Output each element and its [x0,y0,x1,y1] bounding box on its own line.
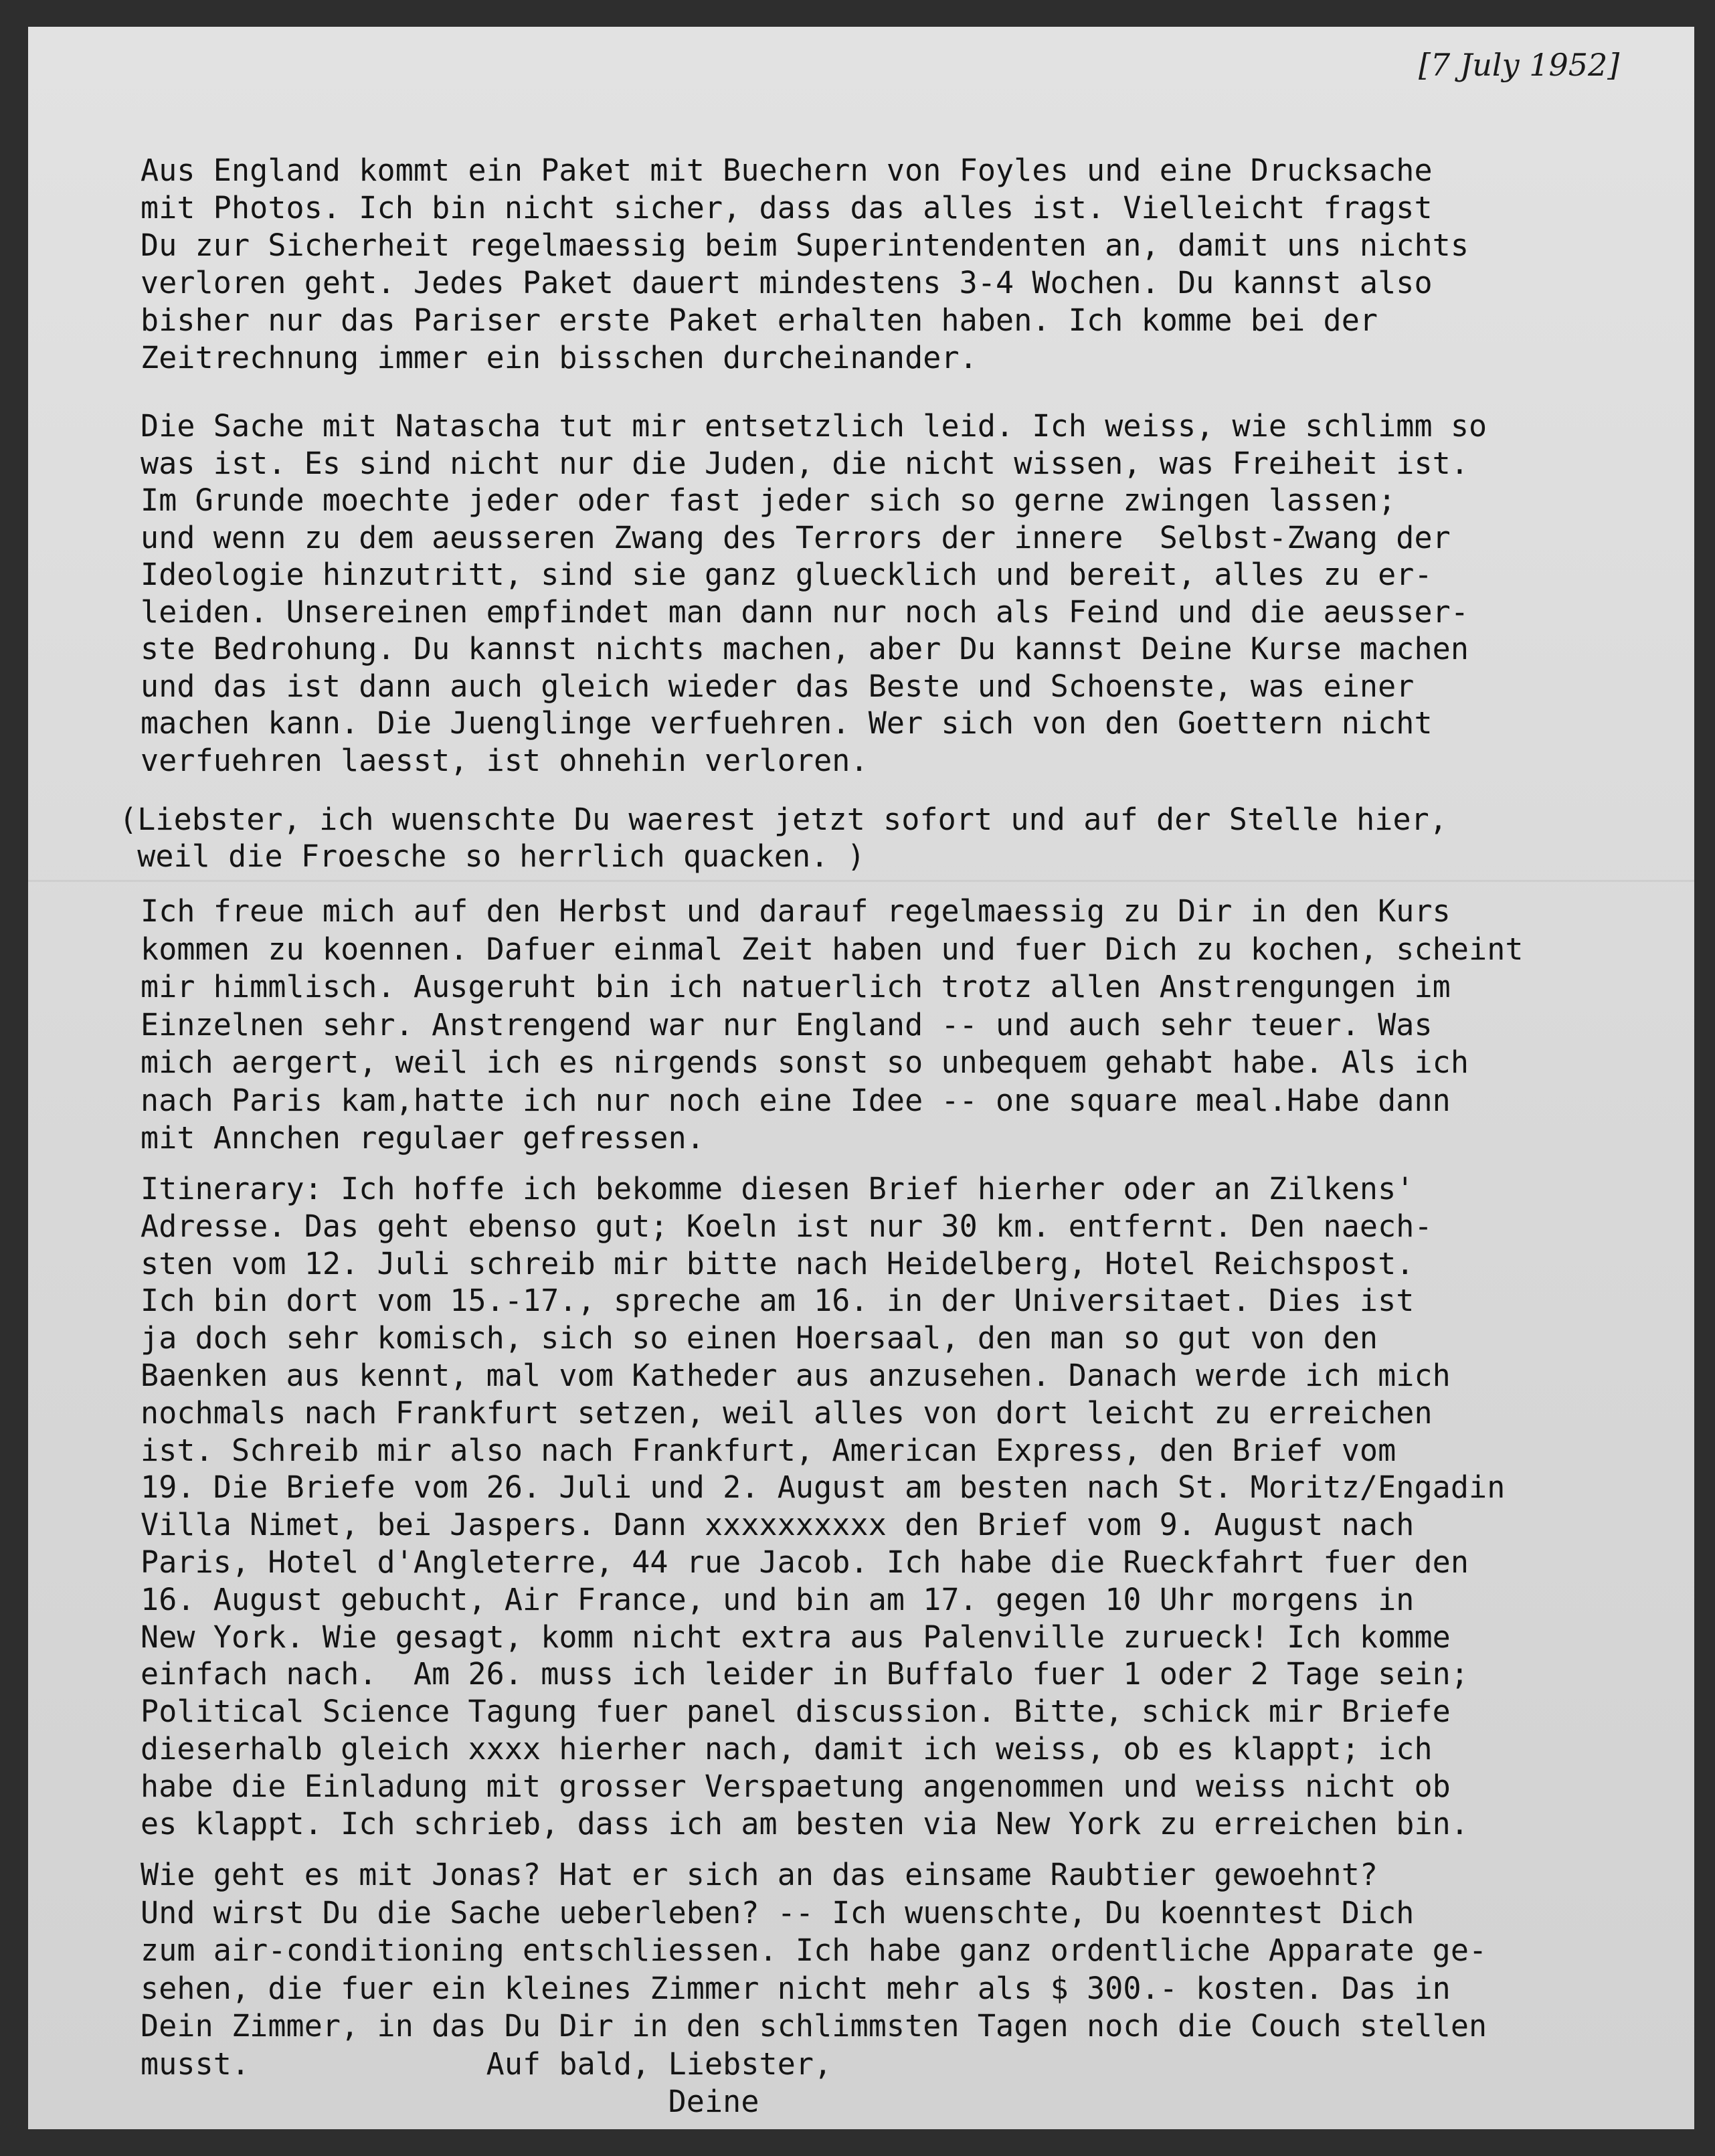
text-line: mich aergert, weil ich es nirgends sonst so unbequem gehabt habe. Als ich [141,1045,1469,1080]
text-line: Paris, Hotel d'Angleterre, 44 rue Jacob. Ich habe die Rueckfahrt fuer den [141,1544,1469,1580]
text-line: ste Bedrohung. Du kannst nichts machen, aber Du kannst Deine Kurse machen [141,631,1469,666]
text-line: mit Photos. Ich bin nicht sicher, dass das alles ist. Vielleicht fragst [141,190,1433,226]
text-line: musst. Auf bald, Liebster, [141,2046,832,2082]
text-line: und wenn zu dem aeusseren Zwang des Terrors der innere Selbst-Zwang der [141,519,1451,555]
text-line: verfuehren laesst, ist ohnehin verloren. [141,742,869,778]
text-line: verloren geht. Jedes Paket dauert mindestens 3-4 Wochen. Du kannst also [141,265,1433,300]
text-line: Und wirst Du die Sache ueberleben? -- Ich wuenschte, Du koenntest Dich [141,1894,1415,1930]
text-line: Ich freue mich auf den Herbst und darauf regelmaessig zu Dir in den Kurs [141,893,1451,929]
text-line: (Liebster, ich wuenschte Du waerest jetzt sofort und auf der Stelle hier, [119,802,1448,837]
text-line: sten vom 12. Juli schreib mir bitte nach Heidelberg, Hotel Reichspost. [141,1245,1415,1281]
text-line: New York. Wie gesagt, komm nicht extra aus Palenville zurueck! Ich komme [141,1619,1451,1655]
text-line: sehen, die fuer ein kleines Zimmer nicht mehr als $ 300.- kosten. Das in [141,1970,1451,2006]
text-line: ist. Schreib mir also nach Frankfurt, American Express, den Brief vom [141,1432,1396,1468]
text-line: machen kann. Die Juenglinge verfuehren. Wer sich von den Goettern nicht [141,705,1433,741]
text-line: 19. Die Briefe vom 26. Juli und 2. August am besten nach St. Moritz/Engadin [141,1469,1506,1506]
text-line: Die Sache mit Natascha tut mir entsetzlich leid. Ich weiss, wie schlimm so [141,408,1487,444]
text-line: leiden. Unsereinen empfindet man dann nur noch als Feind und die aeusser- [141,594,1469,630]
text-line: Einzelnen sehr. Anstrengend war nur England -- und auch sehr teuer. Was [141,1006,1433,1043]
text-line: nach Paris kam,hatte ich nur noch eine Idee -- one square meal.Habe dann [141,1082,1451,1118]
text-line: mir himmlisch. Ausgeruht bin ich natuerlich trotz allen Anstrengungen im [141,969,1451,1004]
text-line: weil die Froesche so herrlich quacken. ) [119,838,865,874]
text-line: Im Grunde moechte jeder oder fast jeder sich so gerne zwingen lassen; [141,482,1396,518]
text-line: Adresse. Das geht ebenso gut; Koeln ist nur 30 km. entfernt. Den naech- [141,1208,1433,1244]
text-line: 16. August gebucht, Air France, und bin am 17. gegen 10 Uhr morgens in [141,1581,1415,1617]
text-line: habe die Einladung mit grosser Verspaetung angenommen und weiss nicht ob [141,1768,1451,1804]
text-line: nochmals nach Frankfurt setzen, weil alles von dort leicht zu erreichen [141,1395,1433,1431]
text-line: Wie geht es mit Jonas? Hat er sich an das einsame Raubtier gewoehnt? [141,1857,1378,1892]
text-line: Baenken aus kennt, mal vom Katheder aus anzusehen. Danach werde ich mich [141,1358,1451,1393]
text-line: und das ist dann auch gleich wieder das Beste und Schoenste, was einer [141,668,1415,704]
text-line: was ist. Es sind nicht nur die Juden, die nicht wissen, was Freiheit ist. [141,445,1469,481]
paper-fold [28,880,1694,882]
text-line: Deine [141,2084,759,2119]
text-line: zum air-conditioning entschliessen. Ich habe ganz ordentliche Apparate ge- [141,1933,1487,1968]
text-line: Villa Nimet, bei Jaspers. Dann xxxxxxxxxx den Brief vom 9. August nach [141,1507,1415,1543]
text-line: Dein Zimmer, in das Du Dir in den schlimmsten Tagen noch die Couch stellen [141,2008,1487,2044]
text-line: es klappt. Ich schrieb, dass ich am besten via New York zu erreichen bin. [141,1805,1469,1841]
text-line: Itinerary: Ich hoffe ich bekomme diesen Brief hierher oder an Zilkens' [141,1171,1415,1206]
handwritten-date-note: [7 July 1952] [1419,47,1620,83]
text-line: ja doch sehr komisch, sich so einen Hoersaal, den man so gut von den [141,1320,1378,1356]
text-line: Ich bin dort vom 15.-17., spreche am 16. in der Universitaet. Dies ist [141,1283,1415,1319]
text-line: mit Annchen regulaer gefressen. [141,1120,705,1156]
text-line: Ideologie hinzutritt, sind sie ganz gluecklich und bereit, alles zu er- [141,557,1433,592]
text-line: Zeitrechnung immer ein bisschen durcheinander. [141,340,978,375]
text-line: bisher nur das Pariser erste Paket erhalten haben. Ich komme bei der [141,302,1378,338]
text-line: dieserhalb gleich xxxx hierher nach, damit ich weiss, ob es klappt; ich [141,1731,1433,1767]
letter-page [28,27,1694,2129]
text-line: Aus England kommt ein Paket mit Buechern von Foyles und eine Drucksache [141,153,1433,188]
text-line: kommen zu koennen. Dafuer einmal Zeit haben und fuer Dich zu kochen, scheint [141,931,1524,967]
text-line: einfach nach. Am 26. muss ich leider in Buffalo fuer 1 oder 2 Tage sein; [141,1656,1469,1692]
text-line: Du zur Sicherheit regelmaessig beim Superintendenten an, damit uns nichts [141,228,1469,263]
text-line: Political Science Tagung fuer panel discussion. Bitte, schick mir Briefe [141,1694,1451,1730]
